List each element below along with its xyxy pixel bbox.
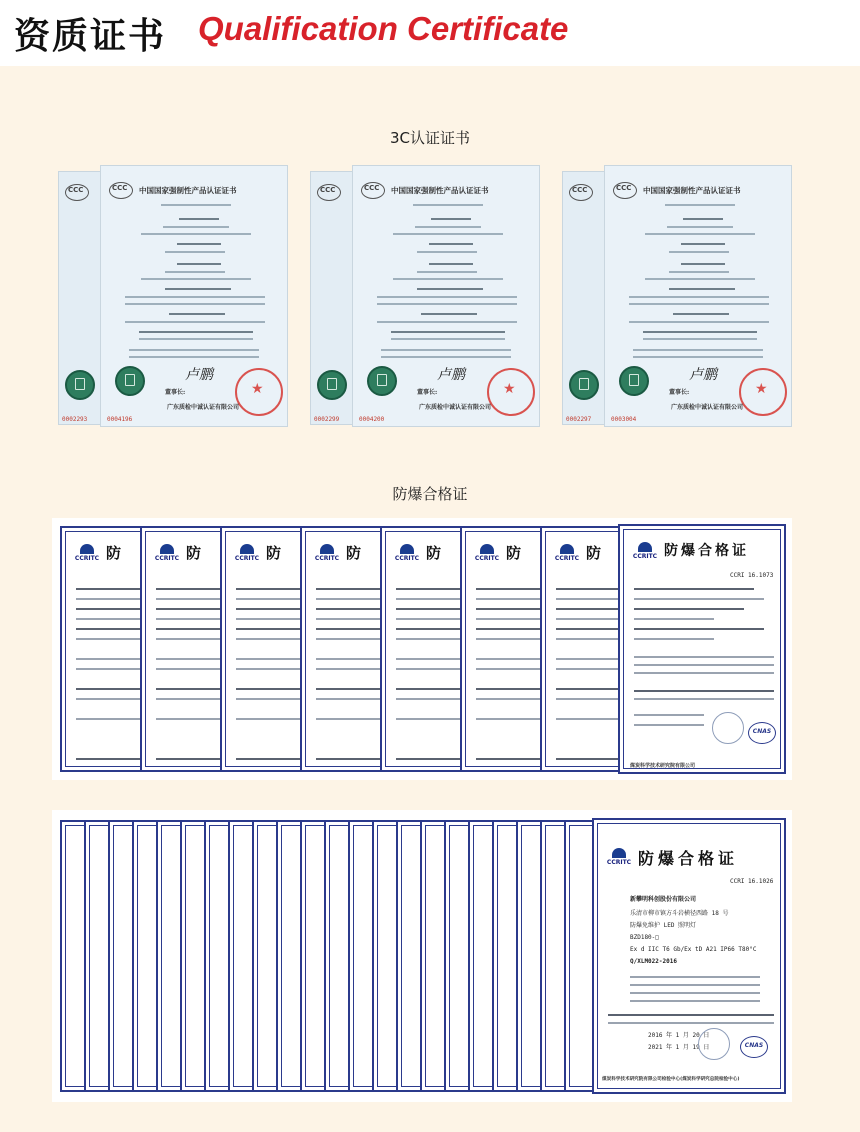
ccritc-logo-icon: CCRITC	[234, 544, 260, 562]
ccc-text-line	[393, 278, 503, 280]
ccc-number: 0003004	[611, 416, 637, 423]
ccritc-logo-icon: CCRITC	[474, 544, 500, 562]
ccc-red-stamp	[739, 368, 787, 416]
ccc-text-line	[669, 288, 735, 290]
cert-text-line	[634, 608, 744, 610]
ccc-text-line	[377, 296, 517, 298]
ccc-text-line	[429, 243, 473, 245]
cnas-logo-icon: CNAS	[748, 722, 776, 744]
cert-address: 乐清市柳市镇方斗岩横径西路 18 号	[630, 910, 729, 917]
ccc-text-line	[161, 204, 231, 206]
ccc-text-line	[125, 321, 265, 323]
cert-model: BZD180-□	[630, 934, 659, 941]
cert-issue-date: 2016 年 1 月 20 日	[648, 1032, 710, 1039]
ccc-certificate-1	[58, 165, 288, 427]
ccc-front-sheet	[352, 165, 540, 427]
ccc-text-line	[391, 338, 505, 340]
cert-text-line	[634, 724, 704, 726]
ccc-text-line	[669, 251, 729, 253]
ccc-text-line	[169, 313, 225, 315]
ccc-text-line	[391, 331, 505, 333]
ccc-text-line	[177, 263, 221, 265]
explosion-cert-back-title: 防	[186, 544, 206, 562]
ccc-front-sheet	[100, 165, 288, 427]
ccc-text-line	[165, 251, 225, 253]
ccc-text-line	[381, 349, 511, 351]
cert-text-line	[608, 1022, 774, 1024]
cert-text-line	[630, 984, 760, 986]
cert-text-line	[634, 656, 774, 658]
ccc-text-line	[177, 243, 221, 245]
explosion-cert-front	[592, 818, 786, 1094]
ccc-signature: 卢鹏	[437, 367, 465, 383]
ccc-text-line	[393, 233, 503, 235]
cert-text-line	[634, 618, 714, 620]
explosion-cert-front	[618, 524, 786, 774]
ccc-logo-icon	[65, 184, 89, 201]
ccc-text-line	[141, 278, 251, 280]
ccritc-logo-icon: CCRITC	[554, 544, 580, 562]
ccc-front-sheet	[604, 165, 792, 427]
cert-seal-icon	[698, 1028, 730, 1060]
cert-expiry-date: 2021 年 1 月 19 日	[648, 1044, 710, 1051]
explosion-row-1-panel	[52, 518, 792, 780]
ccc-text-line	[125, 303, 265, 305]
ccc-text-line	[413, 204, 483, 206]
ccc-certificate-3	[562, 165, 792, 427]
page-header	[0, 0, 860, 66]
explosion-cert-back-title: 防	[506, 544, 526, 562]
cnas-logo-icon: CNAS	[740, 1036, 768, 1058]
cert-text-line	[634, 690, 774, 692]
ccc-text-line	[377, 303, 517, 305]
cert-text-line	[634, 598, 764, 600]
ccc-issuer: 广东质检中诚认证有限公司	[419, 404, 492, 411]
ccc-text-line	[179, 218, 219, 220]
ccc-heading: 中国国家强制性产品认证证书	[643, 186, 741, 195]
ccc-text-line	[125, 296, 265, 298]
ccc-text-line	[667, 226, 733, 228]
ccc-heading: 中国国家强制性产品认证证书	[391, 186, 489, 195]
ccc-signature: 卢鹏	[689, 367, 717, 383]
page-title-en: Qualification Certificate	[198, 10, 569, 47]
explosion-cert-back-title: 防	[346, 544, 366, 562]
ccc-seal-icon	[115, 366, 145, 396]
ccc-text-line	[665, 204, 735, 206]
ccc-red-stamp	[235, 368, 283, 416]
ccc-text-line	[629, 303, 769, 305]
explosion-cert-code: CCRI 16.1026	[730, 878, 774, 885]
ccritc-logo-icon: CCRITC	[314, 544, 340, 562]
cert-standard: Q/XLM022-2016	[630, 958, 677, 965]
ccc-text-line	[421, 313, 477, 315]
cert-marking: Ex d IIC T6 Gb/Ex tD A21 IP66 T80°C	[630, 946, 757, 953]
ccc-text-line	[681, 243, 725, 245]
ccc-issuer: 广东质检中诚认证有限公司	[671, 404, 744, 411]
ccc-text-line	[629, 296, 769, 298]
page-title-cn: 资质证书	[14, 16, 167, 57]
ccc-logo-icon	[569, 184, 593, 201]
cert-text-line	[634, 714, 704, 716]
ccc-section-title: 3C认证证书	[389, 129, 471, 147]
ccc-text-line	[645, 233, 755, 235]
ccc-text-line	[417, 288, 483, 290]
explosion-cert-issuer: 煤炭科学技术研究院有限公司检验中心(煤炭科学研究总院检验中心)	[602, 1077, 740, 1082]
ccc-signer-label: 董事长:	[165, 389, 186, 396]
cert-text-line	[634, 664, 774, 666]
ccritc-logo-icon: CCRITC	[154, 544, 180, 562]
ccc-text-line	[417, 271, 477, 273]
explosion-row-2-panel	[52, 810, 792, 1102]
explosion-cert-back-title: 防	[586, 544, 606, 562]
ccc-number: 0004196	[107, 416, 133, 423]
ccc-text-line	[643, 331, 757, 333]
explosion-cert-title: 防爆合格证	[638, 849, 739, 868]
ccc-signature: 卢鹏	[185, 367, 213, 383]
ccc-text-line	[633, 356, 763, 358]
ccc-logo-icon	[317, 184, 341, 201]
ccc-back-number: 0002297	[566, 416, 592, 423]
ccc-text-line	[163, 226, 229, 228]
cert-text-line	[634, 698, 774, 700]
ccc-certificate-2	[310, 165, 540, 427]
explosion-cert-title: 防爆合格证	[664, 543, 749, 559]
explosion-cert-issuer: 煤炭科学技术研究院有限公司	[630, 763, 696, 769]
ccc-seal-icon	[317, 370, 347, 400]
ccc-text-line	[643, 338, 757, 340]
ccc-text-line	[165, 271, 225, 273]
explosion-cert-back-title: 防	[266, 544, 286, 562]
ccc-text-line	[139, 338, 253, 340]
cert-text-line	[630, 992, 760, 994]
ccc-seal-icon	[619, 366, 649, 396]
cert-text-line	[634, 628, 764, 630]
ccc-seal-icon	[65, 370, 95, 400]
ccritc-logo-icon: CCRITC	[74, 544, 100, 562]
ccc-text-line	[673, 313, 729, 315]
ccc-text-line	[431, 218, 471, 220]
ccc-text-line	[129, 356, 259, 358]
cert-text-line	[630, 1000, 760, 1002]
ccc-text-line	[429, 263, 473, 265]
ccc-issuer: 广东质检中诚认证有限公司	[167, 404, 240, 411]
ccc-back-number: 0002299	[314, 416, 340, 423]
ccc-text-line	[683, 218, 723, 220]
ccc-logo-icon	[613, 182, 637, 199]
ccc-text-line	[165, 288, 231, 290]
explosion-cert-back-title: 防	[106, 544, 126, 562]
cert-text-line	[634, 638, 714, 640]
cert-text-line	[634, 588, 754, 590]
ccc-signer-label: 董事长:	[669, 389, 690, 396]
ccritc-logo-icon: CCRITC	[394, 544, 420, 562]
ccc-logo-icon	[109, 182, 133, 199]
ccritc-logo-icon: CCRITC	[632, 542, 658, 560]
ccc-signer-label: 董事长:	[417, 389, 438, 396]
cert-product: 防爆免维护 LED 照明灯	[630, 922, 697, 929]
cert-seal-icon	[712, 712, 744, 744]
ccc-logo-icon	[361, 182, 385, 199]
explosion-section-title: 防爆合格证	[392, 485, 468, 503]
explosion-cert-back-title: 防	[426, 544, 446, 562]
ccc-text-line	[377, 321, 517, 323]
ccc-text-line	[141, 233, 251, 235]
ccc-text-line	[417, 251, 477, 253]
ccc-heading: 中国国家强制性产品认证证书	[139, 186, 237, 195]
ccc-text-line	[415, 226, 481, 228]
ccc-text-line	[669, 271, 729, 273]
ccc-text-line	[645, 278, 755, 280]
ccc-text-line	[681, 263, 725, 265]
ccc-number: 0004200	[359, 416, 385, 423]
ccc-text-line	[633, 349, 763, 351]
ccc-seal-icon	[569, 370, 599, 400]
cert-text-line	[608, 1014, 774, 1016]
ccc-text-line	[629, 321, 769, 323]
cert-text-line	[634, 672, 774, 674]
ccc-back-number: 0002293	[62, 416, 88, 423]
cert-company: 新攀明科创股份有限公司	[630, 896, 697, 903]
ccc-text-line	[139, 331, 253, 333]
ccritc-logo-icon: CCRITC	[606, 848, 632, 866]
ccc-text-line	[129, 349, 259, 351]
cert-text-line	[630, 976, 760, 978]
explosion-cert-code: CCRI 16.1073	[730, 572, 774, 579]
ccc-text-line	[381, 356, 511, 358]
ccc-seal-icon	[367, 366, 397, 396]
ccc-red-stamp	[487, 368, 535, 416]
